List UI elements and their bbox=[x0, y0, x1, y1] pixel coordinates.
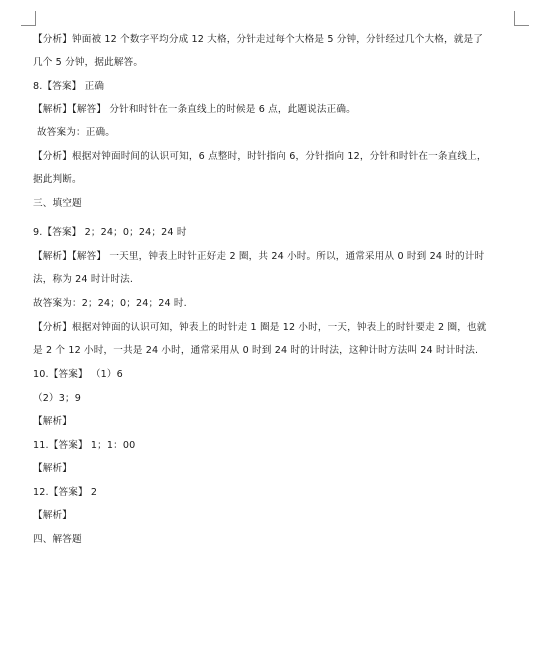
answer-8: 8.【答案】 正确 bbox=[33, 81, 105, 92]
page-corner-mark-left bbox=[21, 11, 36, 26]
explanation-8: 【解析】【解答】 分针和时针在一条直线上的时候是 6 点，此题说法正确。 bbox=[33, 104, 356, 115]
conclusion-8: 故答案为：正确。 bbox=[37, 127, 115, 138]
answer-12: 12.【答案】 2 bbox=[33, 487, 98, 498]
answer-9: 9.【答案】 2；24；0；24；24 时 bbox=[33, 227, 187, 238]
analysis-9-line-2: 是 2 个 12 小时，一共是 24 小时，通常采用从 0 时到 24 时的计时法，这种计时方法叫 24 时计时法. bbox=[33, 345, 479, 356]
analysis-8-line-1: 【分析】根据对钟面时间的认识可知，6 点整时，时针指向 6，分针指向 12，分针和时针在一条直线上， bbox=[33, 151, 487, 162]
answer-10: 10.【答案】 （1）6 bbox=[33, 369, 123, 380]
conclusion-9: 故答案为：2；24；0；24；24 时. bbox=[33, 298, 187, 309]
explanation-10: 【解析】 bbox=[33, 416, 72, 427]
page-corner-mark-right bbox=[514, 11, 529, 26]
explanation-12: 【解析】 bbox=[33, 510, 72, 521]
analysis-8-line-2: 据此判断。 bbox=[33, 174, 82, 185]
explanation-11: 【解析】 bbox=[33, 463, 72, 474]
answer-11: 11.【答案】 1；1：00 bbox=[33, 440, 136, 451]
section-heading-solve: 四、解答题 bbox=[33, 534, 82, 545]
analysis-line-2: 几个 5 分钟，据此解答。 bbox=[33, 57, 144, 68]
explanation-9-line-2: 法，称为 24 时计时法. bbox=[33, 274, 134, 285]
explanation-9-line-1: 【解析】【解答】 一天里，钟表上时针正好走 2 圈，共 24 小时。所以，通常采用从 0 时到 24 时的计时 bbox=[33, 251, 485, 262]
section-heading-fill-in: 三、填空题 bbox=[33, 198, 82, 209]
analysis-9-line-1: 【分析】根据对钟面的认识可知，钟表上的时针走 1 圈是 12 小时，一天，钟表上的时针要走 2 圈，也就 bbox=[33, 322, 487, 333]
analysis-line-1: 【分析】钟面被 12 个数字平均分成 12 大格，分针走过每个大格是 5 分钟，分针经过几个大格，就是了 bbox=[33, 34, 483, 45]
answer-10-part-2: （2）3；9 bbox=[33, 393, 81, 404]
